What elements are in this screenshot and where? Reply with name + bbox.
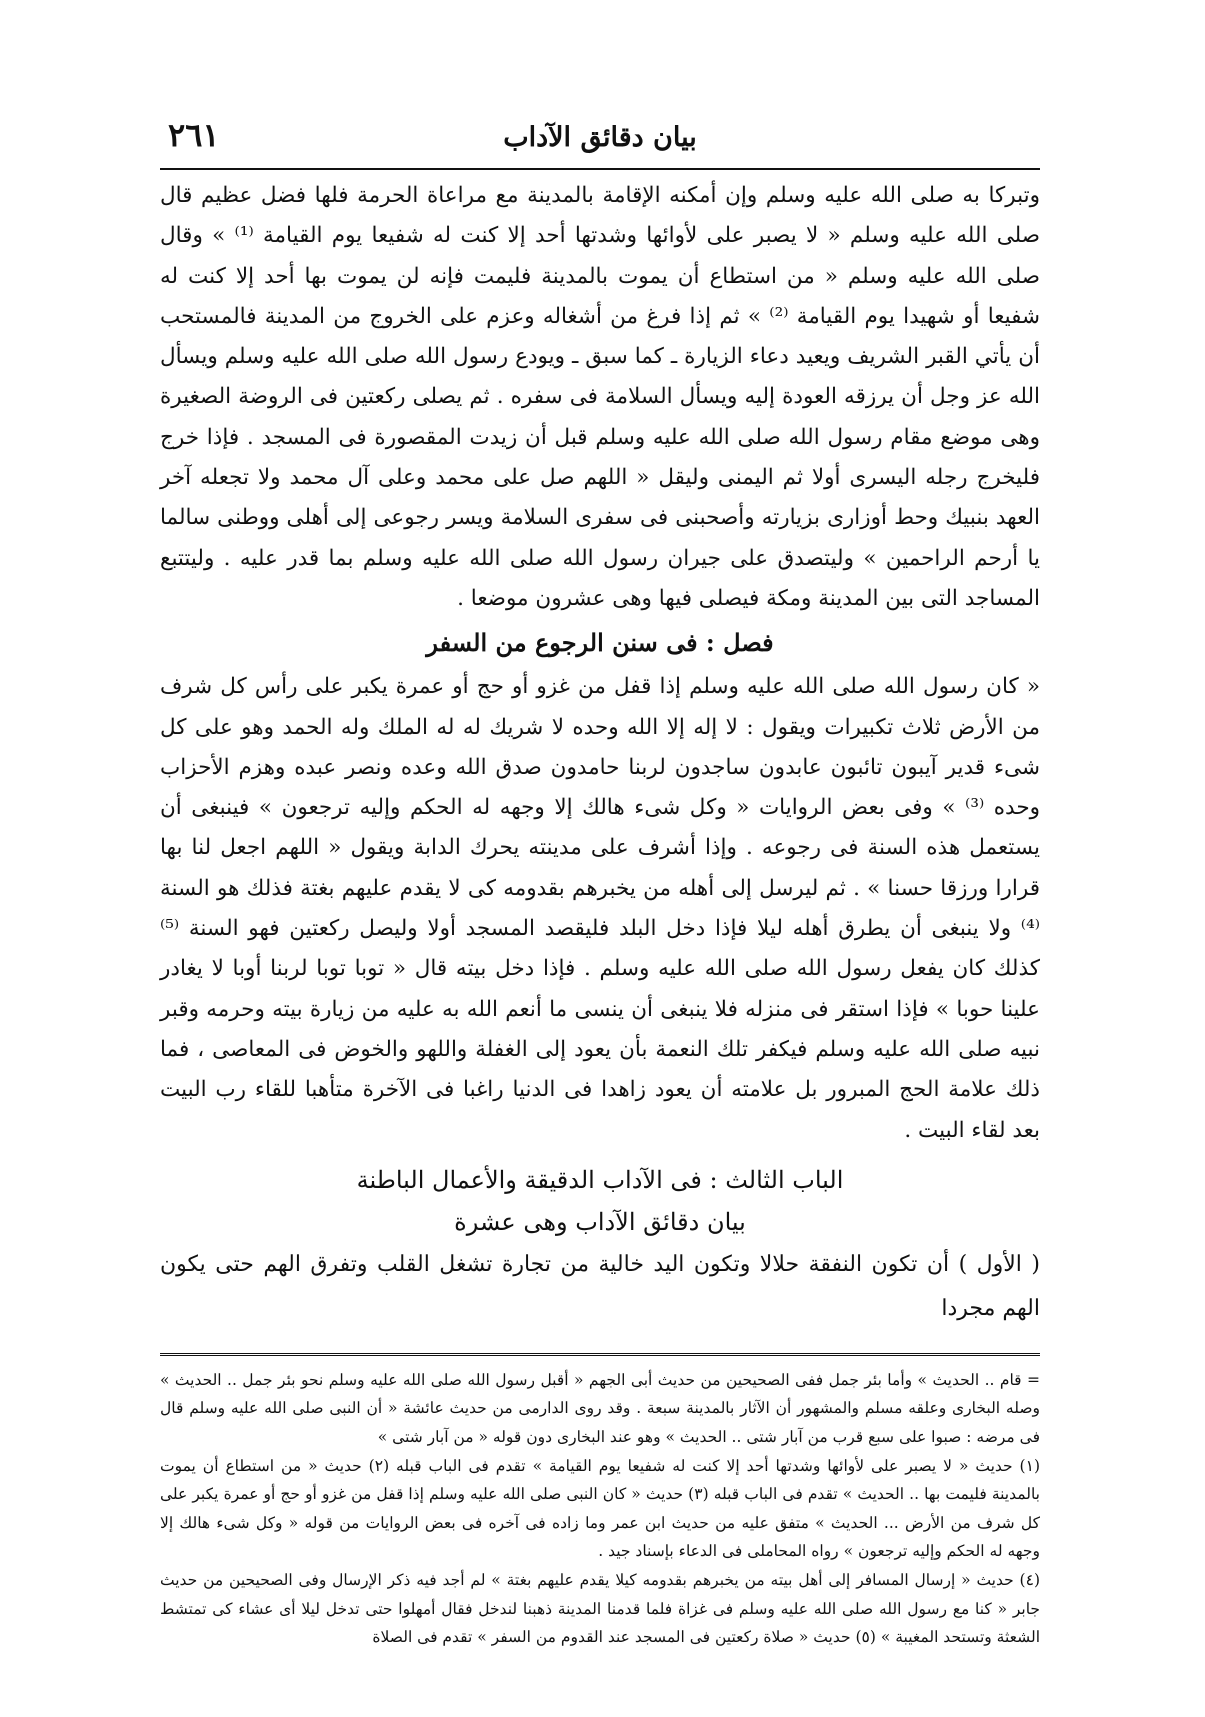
footnote-1-2-3: (١) حديث « لا يصبر على لأوائها وشدتها أحد إلا كنت له شفيعا يوم القيامة » تقدم فى الباب قبله (٢) حديث « من استطاع أن يموت بالمدينة فليمت بها .. الحديث » تقدم فى الباب قبله (٣) حديث « كان النبى صلى الله عليه وسلم إذا قفل من غزو أو حج أو عمرة يكبر على كل شرف من الأرض ... الحديث » متفق عليه من حديث ابن عمر وما زاده فى آخره فى بعض الروايات من قوله « وكل شىء هالك إلا وجهه له الحكم وإليه ترجعون » رواه المحاملى فى الدعاء بإسناد جيد . bbox=[160, 1456, 1040, 1561]
footnote-4-5: (٤) حديث « إرسال المسافر إلى أهل بيته من يخبرهم بقدومه كيلا يقدم عليهم بغتة » لم أجد فيه ذكر الإرسال وفى الصحيحين من حديث جابر « كنا مع رسول الله صلى الله عليه وسلم فى غزاة فلما قدمنا المدينة ذهبنا لندخل فقال أمهلوا حتى تدخل ليلا أى عشاء كى تمتشط الشعثة وتستحد المغيبة » (٥) حديث « صلاة ركعتين فى المسجد عند القدوم من السفر » تقدم فى الصلاة bbox=[160, 1570, 1040, 1647]
footnotes bbox=[160, 1366, 1040, 1652]
chapter-subtitle: بيان دقائق الآداب وهى عشرة bbox=[454, 1207, 746, 1236]
running-head: بيان دقائق الآداب bbox=[503, 122, 697, 153]
footnote-rule bbox=[160, 1353, 1040, 1362]
chapter-title: الباب الثالث : فى الآداب الدقيقة والأعمال الباطنة bbox=[356, 1165, 844, 1194]
first-duty-paragraph: ( الأول ) أن تكون النفقة حلالا وتكون اليد خالية من تجارة تشغل القلب وتفرق الهم حتى يكون الهم مجردا bbox=[160, 1251, 1040, 1321]
main-text bbox=[160, 176, 1040, 1331]
header-rule bbox=[160, 168, 1040, 170]
page-header bbox=[160, 110, 1040, 162]
paragraph-1: وتبركا به صلى الله عليه وسلم وإن أمكنه الإقامة بالمدينة مع مراعاة الحرمة فلها فضل عظيم قال صلى الله عليه وسلم « لا يصبر على لأوائها وشدتها أحد إلا كنت له شفيعا يوم القيامة ⁽¹⁾ » وقال صلى الله عليه وسلم « من استطاع أن يموت بالمدينة فليمت فإنه لن يموت بها أحد إلا كنت له شفيعا أو شهيدا يوم القيامة ⁽²⁾ » ثم إذا فرغ من أشغاله وعزم على الخروج من المدينة فالمستحب أن يأتي القبر الشريف ويعيد دعاء الزيارة ـ كما سبق ـ ويودع رسول الله صلى الله عليه وسلم ويسأل الله عز وجل أن يرزقه العودة إليه ويسأل السلامة فى سفره . ثم يصلى ركعتين فى الروضة الصغيرة وهى موضع مقام رسول الله صلى الله عليه وسلم قبل أن زيدت المقصورة فى المسجد . فإذا خرج فليخرج رجله اليسرى أولا ثم اليمنى وليقل « اللهم صل على محمد وعلى آل محمد ولا تجعله آخر العهد بنبيك وحط أوزارى بزيارته وأصحبنى فى سفرى السلامة ويسر رجوعى إلى أهلى ووطنى سالما يا أرحم الراحمين » وليتصدق على جيران رسول الله صلى الله عليه وسلم بما قدر عليه . وليتتبع المساجد التى بين المدينة ومكة فيصلى فيها وهى عشرون موضعا . bbox=[160, 183, 1041, 611]
page-number: ٢٦١ bbox=[168, 116, 220, 154]
section-title: فصل : فى سنن الرجوع من السفر bbox=[426, 628, 774, 658]
paragraph-2: « كان رسول الله صلى الله عليه وسلم إذا قفل من غزو أو حج أو عمرة يكبر على رأس كل شرف من الأرض ثلاث تكبيرات ويقول : لا إله إلا الله وحده لا شريك له له الملك وله الحمد وهو على كل شىء قدير آيبون تائبون عابدون ساجدون لربنا حامدون صدق الله وعده ونصر عبده وهزم الأحزاب وحده ⁽³⁾ » وفى بعض الروايات « وكل شىء هالك إلا وجهه له الحكم وإليه ترجعون » فينبغى أن يستعمل هذه السنة فى رجوعه . وإذا أشرف على مدينته يحرك الدابة ويقول « اللهم اجعل لنا بها قرارا ورزقا حسنا » . ثم ليرسل إلى أهله من يخبرهم بقدومه كى لا يقدم عليهم بغتة فذلك هو السنة ⁽⁴⁾ ولا ينبغى أن يطرق أهله ليلا فإذا دخل البلد فليقصد المسجد أولا وليصل ركعتين فهو السنة ⁽⁵⁾ كذلك كان يفعل رسول الله صلى الله عليه وسلم . فإذا دخل بيته قال « توبا توبا لربنا أوبا لا يغادر علينا حوبا » فإذا استقر فى منزله فلا ينبغى أن ينسى ما أنعم الله به عليه من زيارة بيته وحرمه وقبر نبيه صلى الله عليه وسلم فيكفر تلك النعمة بأن يعود إلى الغفلة واللهو والخوض فى المعاصى ، فما ذلك علامة الحج المبرور بل علامته أن يعود زاهدا فى الدنيا راغبا فى الآخرة متأهبا للقاء رب البيت بعد لقاء البيت . bbox=[160, 674, 1040, 1143]
book-page bbox=[160, 110, 1040, 1652]
footnote-continuation: = قام .. الحديث » وأما بئر جمل ففى الصحيحين من حديث أبى الجهم « أقبل رسول الله صلى الله عليه وسلم نحو بئر جمل .. الحديث » وصله البخارى وعلقه مسلم والمشهور أن الآثار بالمدينة سبعة . وقد روى الدارمى من حديث عائشة « أن النبى صلى الله عليه وسلم قال فى مرضه : صبوا على سبع قرب من آبار شتى .. الحديث » وهو عند البخارى دون قوله « من آبار شتى » bbox=[160, 1370, 1040, 1447]
